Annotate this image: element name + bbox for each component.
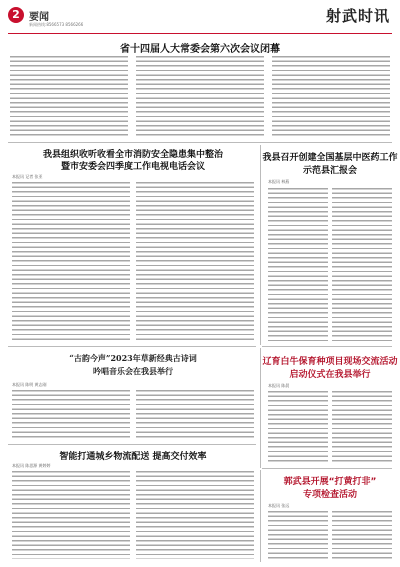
cattle-text-col-1 [268, 391, 328, 464]
rural-text-col-2 [332, 511, 392, 559]
delivery-text-col-2 [136, 471, 254, 559]
security-headline-1: 我县组织收听收看全市消防安全隐患集中整治 [42, 150, 223, 160]
hospital-text-col-1 [268, 188, 328, 342]
security-text-col-2 [136, 182, 254, 342]
divider [262, 468, 392, 469]
hospital-headline-2: 示范县汇报会 [302, 166, 357, 176]
divider [262, 346, 392, 347]
divider [8, 346, 256, 347]
hospital-byline: 本报讯 林燕 [268, 179, 290, 184]
rural-headline-1: 郭武县开展“打黄打非” [283, 477, 377, 487]
security-byline: 本报讯 记者 张亚 [12, 174, 43, 179]
divider [8, 444, 256, 445]
newspaper-masthead: 射武时讯 [325, 7, 390, 25]
rural-text-col-1 [268, 511, 328, 559]
lead-text-col-3 [272, 56, 390, 138]
cattle-headline-1: 辽育白牛保育种项目现场交流活动 [262, 357, 398, 367]
section-title: 要闻 [29, 12, 49, 23]
divider [260, 348, 261, 468]
divider [260, 145, 261, 345]
security-headline-2: 暨市安委会四季度工作电视电话会议 [60, 162, 205, 172]
page-header [0, 0, 400, 36]
poetry-byline: 本报讯 陈明 黄志刚 [12, 382, 47, 387]
poetry-text-col-1 [12, 390, 130, 440]
page-number-badge: 2 [8, 7, 24, 23]
divider [8, 142, 392, 143]
hospital-text-col-2 [332, 188, 392, 342]
lead-headline: 省十四届人大常委会第六次会议闭幕 [120, 44, 280, 55]
cattle-headline-2: 启动仪式在我县举行 [289, 370, 371, 380]
rural-byline: 本报讯 张远 [268, 503, 290, 508]
rural-headline-2: 专项检查活动 [302, 490, 357, 500]
delivery-byline: 本报讯 陈思源 黄婷婷 [12, 463, 51, 468]
hotline-info: 新闻热线:8566573 8566266 [29, 22, 84, 27]
cattle-text-col-2 [332, 391, 392, 464]
hospital-headline-1: 我县召开创建全国基层中医药工作 [262, 153, 398, 163]
poetry-text-col-2 [136, 390, 254, 440]
header-rule [8, 33, 392, 34]
divider [260, 470, 261, 562]
lead-text-col-1 [10, 56, 128, 138]
delivery-text-col-1 [12, 471, 130, 559]
security-text-col-1 [12, 182, 130, 342]
poetry-headline-2: 吟唱音乐会在我县举行 [93, 366, 173, 376]
delivery-headline: 智能打通城乡物流配送 提高交付效率 [59, 452, 207, 462]
poetry-headline-1: “古韵今声”2023年草新经典古诗词 [69, 353, 197, 363]
lead-text-col-2 [136, 56, 264, 138]
cattle-byline: 本报讯 陈晨 [268, 383, 290, 388]
